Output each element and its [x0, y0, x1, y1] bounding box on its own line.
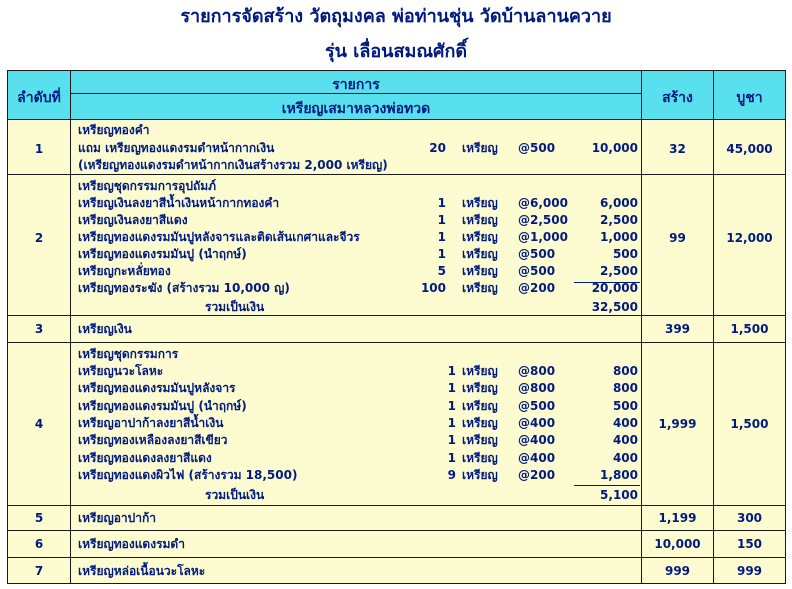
row2-no: 2 [34, 231, 44, 245]
document-title: รายการจัดสร้าง วัตถุมงคล พ่อท่านชุ่น วัดบ้านลานควาย [180, 6, 612, 27]
row2-item-each: @200 [518, 281, 556, 295]
row4-item-qty: 1 [447, 381, 456, 396]
row2-item-unit: เหรียญ [462, 264, 498, 278]
row4-item-unit: เหรียญ [462, 415, 498, 430]
row2-item-unit: เหรียญ [462, 196, 498, 210]
row1-line3: (เหรียญทองแดงรมดำหน้ากากเงินสร้างรวม 2,000 เหรียญ) [78, 158, 388, 172]
row2-item-total: 20,000 [591, 281, 638, 295]
header-subitem: เหรียญเสมาหลวงพ่อทวด [281, 101, 431, 117]
row4-item-each: @200 [518, 467, 556, 482]
row2-item-qty: 1 [437, 196, 446, 210]
row2-item-unit: เหรียญ [462, 230, 498, 244]
row2-item-unit: เหรียญ [462, 281, 498, 295]
row2-sum-rule [574, 282, 640, 283]
row4-item-unit: เหรียญ [462, 467, 498, 482]
row4-item-name: เหรียญอาปาก้าลงยาสีน้ำเงิน [78, 415, 224, 430]
row4-item-qty: 1 [447, 398, 456, 413]
row1-unit: เหรียญ [462, 141, 498, 155]
row4-no: 4 [34, 417, 44, 431]
row1-qty: 20 [429, 141, 446, 155]
row4-item-each: @400 [518, 450, 556, 465]
row4-item-each: @800 [518, 381, 556, 396]
row2-item-unit: เหรียญ [462, 247, 498, 261]
row7-made: 999 [664, 564, 691, 578]
row4-sum-rule [574, 485, 640, 486]
row4-made: 1,999 [658, 417, 697, 431]
header-made: สร้าง [662, 90, 693, 106]
row2-sum-label: รวมเป็นเงิน [205, 300, 265, 314]
row4-item-each: @400 [518, 433, 556, 448]
row4-item-name: เหรียญทองแดงรมมันปูหลังจาร [78, 381, 236, 396]
row1-price: 45,000 [726, 142, 773, 156]
row2-item-qty: 100 [420, 281, 446, 295]
row2-heading: เหรียญชุดกรรมการอุปถัมภ์ [78, 179, 217, 193]
row2-item-name: เหรียญเงินลงยาสีน้ำเงินหน้ากากทองคำ [78, 196, 280, 210]
row4-item-unit: เหรียญ [462, 398, 498, 413]
row2-item-total: 2,500 [600, 213, 638, 227]
row7-name: เหรียญหล่อเนื้อนวะโลหะ [78, 564, 206, 578]
row6-made: 10,000 [654, 537, 701, 551]
row4-item-name: เหรียญนวะโลหะ [78, 364, 164, 378]
row2-made: 99 [669, 231, 686, 245]
row7-no: 7 [34, 564, 44, 578]
row4-item-qty: 1 [447, 433, 456, 448]
header-items: รายการ [332, 77, 380, 93]
row2-item-qty: 1 [437, 213, 446, 227]
row4-item-name: เหรียญทองแดงผิวไฟ (สร้างรวม 18,500) [78, 467, 298, 482]
header-price: บูชา [736, 90, 763, 106]
row2-item-name: เหรียญเงินลงยาสีแดง [78, 213, 188, 227]
row2-item-each: @6,000 [518, 196, 568, 210]
row4-item-total: 400 [612, 433, 638, 448]
row7-price: 999 [736, 564, 763, 578]
row4-sum-label: รวมเป็นเงิน [205, 488, 265, 502]
row5-name: เหรียญอาปาก้า [78, 511, 157, 525]
row4-item-each: @800 [518, 364, 556, 378]
row2-item-each: @1,000 [518, 230, 568, 244]
row4-item-total: 400 [612, 450, 638, 465]
row2-item-qty: 5 [437, 264, 446, 278]
row2-item-each: @2,500 [518, 213, 568, 227]
row6-name: เหรียญทองแดงรมดำ [78, 537, 185, 551]
row2-item-total: 500 [612, 247, 638, 261]
row4-item-unit: เหรียญ [462, 450, 498, 465]
row4-item-name: เหรียญทองแดงลงยาสีแดง [78, 450, 212, 465]
row4-heading: เหรียญชุดกรรมการ [78, 347, 179, 361]
row4-item-qty: 1 [447, 450, 456, 465]
row4-sum: 5,100 [600, 488, 638, 502]
row1-total: 10,000 [591, 141, 638, 155]
row1-made: 32 [669, 142, 686, 156]
row4-item-unit: เหรียญ [462, 433, 498, 448]
row2-item-name: เหรียญทองระฆัง (สร้างรวม 10,000 ญ) [78, 281, 290, 295]
row3-no: 3 [34, 322, 44, 336]
row2-item-qty: 1 [437, 230, 446, 244]
row2-item-total: 6,000 [600, 196, 638, 210]
row2-item-name: เหรียญทองแดงรมมันปู (นำฤกษ์) [78, 247, 247, 261]
row4-item-qty: 1 [447, 364, 456, 378]
row1-line2: แถม เหรียญทองแดงรมดำหน้ากากเงิน [78, 141, 275, 155]
row4-item-each: @500 [518, 398, 556, 413]
row2-item-total: 1,000 [600, 230, 638, 244]
header-no: ลำดับที่ [17, 90, 61, 106]
row2-item-total: 2,500 [600, 264, 638, 278]
row1-no: 1 [34, 142, 44, 156]
row4-item-total: 800 [612, 364, 638, 378]
row2-item-each: @500 [518, 264, 556, 278]
row4-item-qty: 1 [447, 415, 456, 430]
row4-item-total: 800 [612, 381, 638, 396]
row2-item-qty: 1 [437, 247, 446, 261]
row3-items-cell [70, 315, 642, 343]
row2-item-name: เหรียญกะหลั่ยทอง [78, 264, 171, 278]
row4-item-name: เหรียญทองเหลืองลงยาสีเขียว [78, 433, 228, 448]
row4-item-total: 400 [612, 415, 638, 430]
row4-item-qty: 9 [447, 467, 456, 482]
row2-price: 12,000 [726, 231, 773, 245]
document-subtitle: รุ่น เลื่อนสมณศักดิ์ [324, 41, 468, 62]
row4-item-total: 1,800 [600, 467, 638, 482]
row5-made: 1,199 [658, 511, 697, 525]
row4-item-total: 500 [612, 398, 638, 413]
row2-item-unit: เหรียญ [462, 213, 498, 227]
row4-item-name: เหรียญทองแดงรมมันปู (นำฤกษ์) [78, 398, 247, 413]
row4-item-each: @400 [518, 415, 556, 430]
row5-no: 5 [34, 511, 44, 525]
row5-price: 300 [736, 511, 763, 525]
row3-made: 399 [664, 322, 691, 336]
row2-item-each: @500 [518, 247, 556, 261]
row6-price: 150 [736, 537, 763, 551]
row3-name: เหรียญเงิน [78, 322, 132, 336]
row1-line1: เหรียญทองคำ [78, 123, 150, 137]
row4-price: 1,500 [730, 417, 769, 431]
row4-item-unit: เหรียญ [462, 381, 498, 396]
row1-each: @500 [518, 141, 556, 155]
row4-item-unit: เหรียญ [462, 364, 498, 378]
row3-price: 1,500 [730, 322, 769, 336]
row6-no: 6 [34, 537, 44, 551]
row2-item-name: เหรียญทองแดงรมมันปูหลังจารและติดเส้นเกศาและจีวร [78, 230, 360, 244]
row2-sum: 32,500 [591, 300, 638, 314]
